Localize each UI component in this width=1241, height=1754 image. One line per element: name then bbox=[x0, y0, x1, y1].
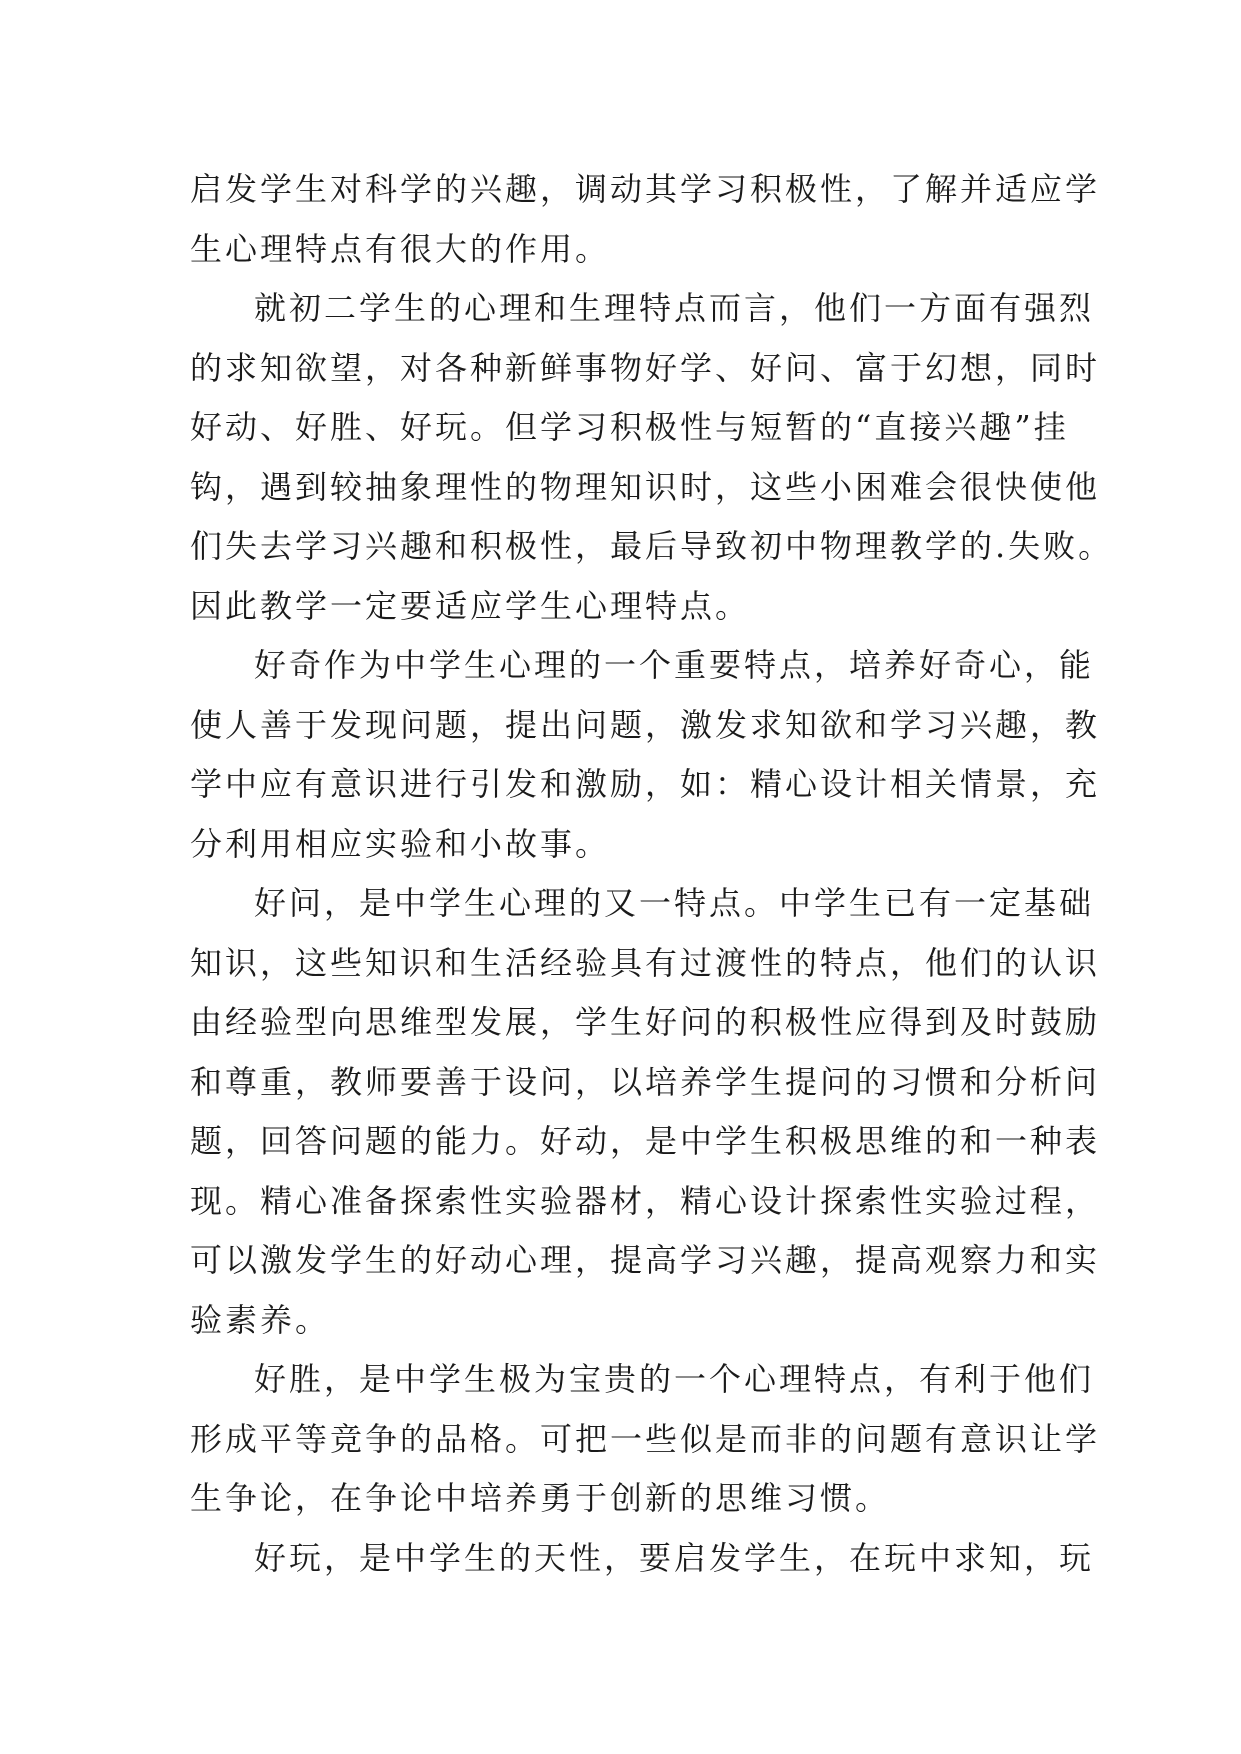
text-line: 钩，遇到较抽象理性的物理知识时，这些小困难会很快使他 bbox=[190, 467, 1101, 506]
text-line: 生心理特点有很大的作用。 bbox=[190, 229, 611, 268]
text-line: 使人善于发现问题，提出问题，激发求知欲和学习兴趣，教 bbox=[190, 705, 1101, 744]
paragraph-start-line: 就初二学生的心理和生理特点而言，他们一方面有强烈 bbox=[254, 289, 1095, 327]
text-line: 形成平等竞争的品格。可把一些似是而非的问题有意识让学 bbox=[190, 1419, 1101, 1458]
body-text bbox=[190, 160, 1114, 1588]
text-line: 启发学生对科学的兴趣，调动其学习积极性，了解并适应学 bbox=[190, 170, 1101, 208]
text-line: 学中应有意识进行引发和激励，如：精心设计相关情景，充 bbox=[190, 765, 1101, 803]
text-line: 生争论，在争论中培养勇于创新的思维习惯。 bbox=[190, 1479, 891, 1517]
text-line: 们失去学习兴趣和积极性，最后导致初中物理教学的.失败。 bbox=[190, 527, 1114, 565]
text-line: 现。精心准备探索性实验器材，精心设计探索性实验过程， bbox=[190, 1181, 1101, 1220]
text-line: 由经验型向思维型发展，学生好问的积极性应得到及时鼓励 bbox=[190, 1003, 1101, 1041]
text-line: 知识，这些知识和生活经验具有过渡性的特点，他们的认识 bbox=[190, 943, 1101, 982]
text-line: 因此教学一定要适应学生心理特点。 bbox=[190, 586, 751, 625]
text-line: 可以激发学生的好动心理，提高学习兴趣，提高观察力和实 bbox=[190, 1241, 1101, 1279]
paragraph-start-line: 好胜，是中学生极为宝贵的一个心理特点，有利于他们 bbox=[254, 1360, 1095, 1398]
text-line: 验素养。 bbox=[190, 1300, 331, 1339]
text-line: 的求知欲望，对各种新鲜事物好学、好问、富于幻想，同时 bbox=[190, 348, 1101, 387]
paragraph-start-line: 好问，是中学生心理的又一特点。中学生已有一定基础 bbox=[254, 884, 1095, 922]
text-line: 分利用相应实验和小故事。 bbox=[190, 824, 611, 863]
paragraph-start-line: 好奇作为中学生心理的一个重要特点，培养好奇心，能 bbox=[254, 646, 1095, 684]
text-line: 和尊重，教师要善于设问，以培养学生提问的习惯和分析问 bbox=[190, 1062, 1101, 1101]
paragraph-start-line: 好玩，是中学生的天性，要启发学生，在玩中求知，玩 bbox=[254, 1538, 1095, 1577]
text-line: 好动、好胜、好玩。但学习积极性与短暂的“直接兴趣”挂 bbox=[190, 408, 1069, 446]
text-line: 题，回答问题的能力。好动，是中学生积极思维的和一种表 bbox=[190, 1122, 1101, 1160]
